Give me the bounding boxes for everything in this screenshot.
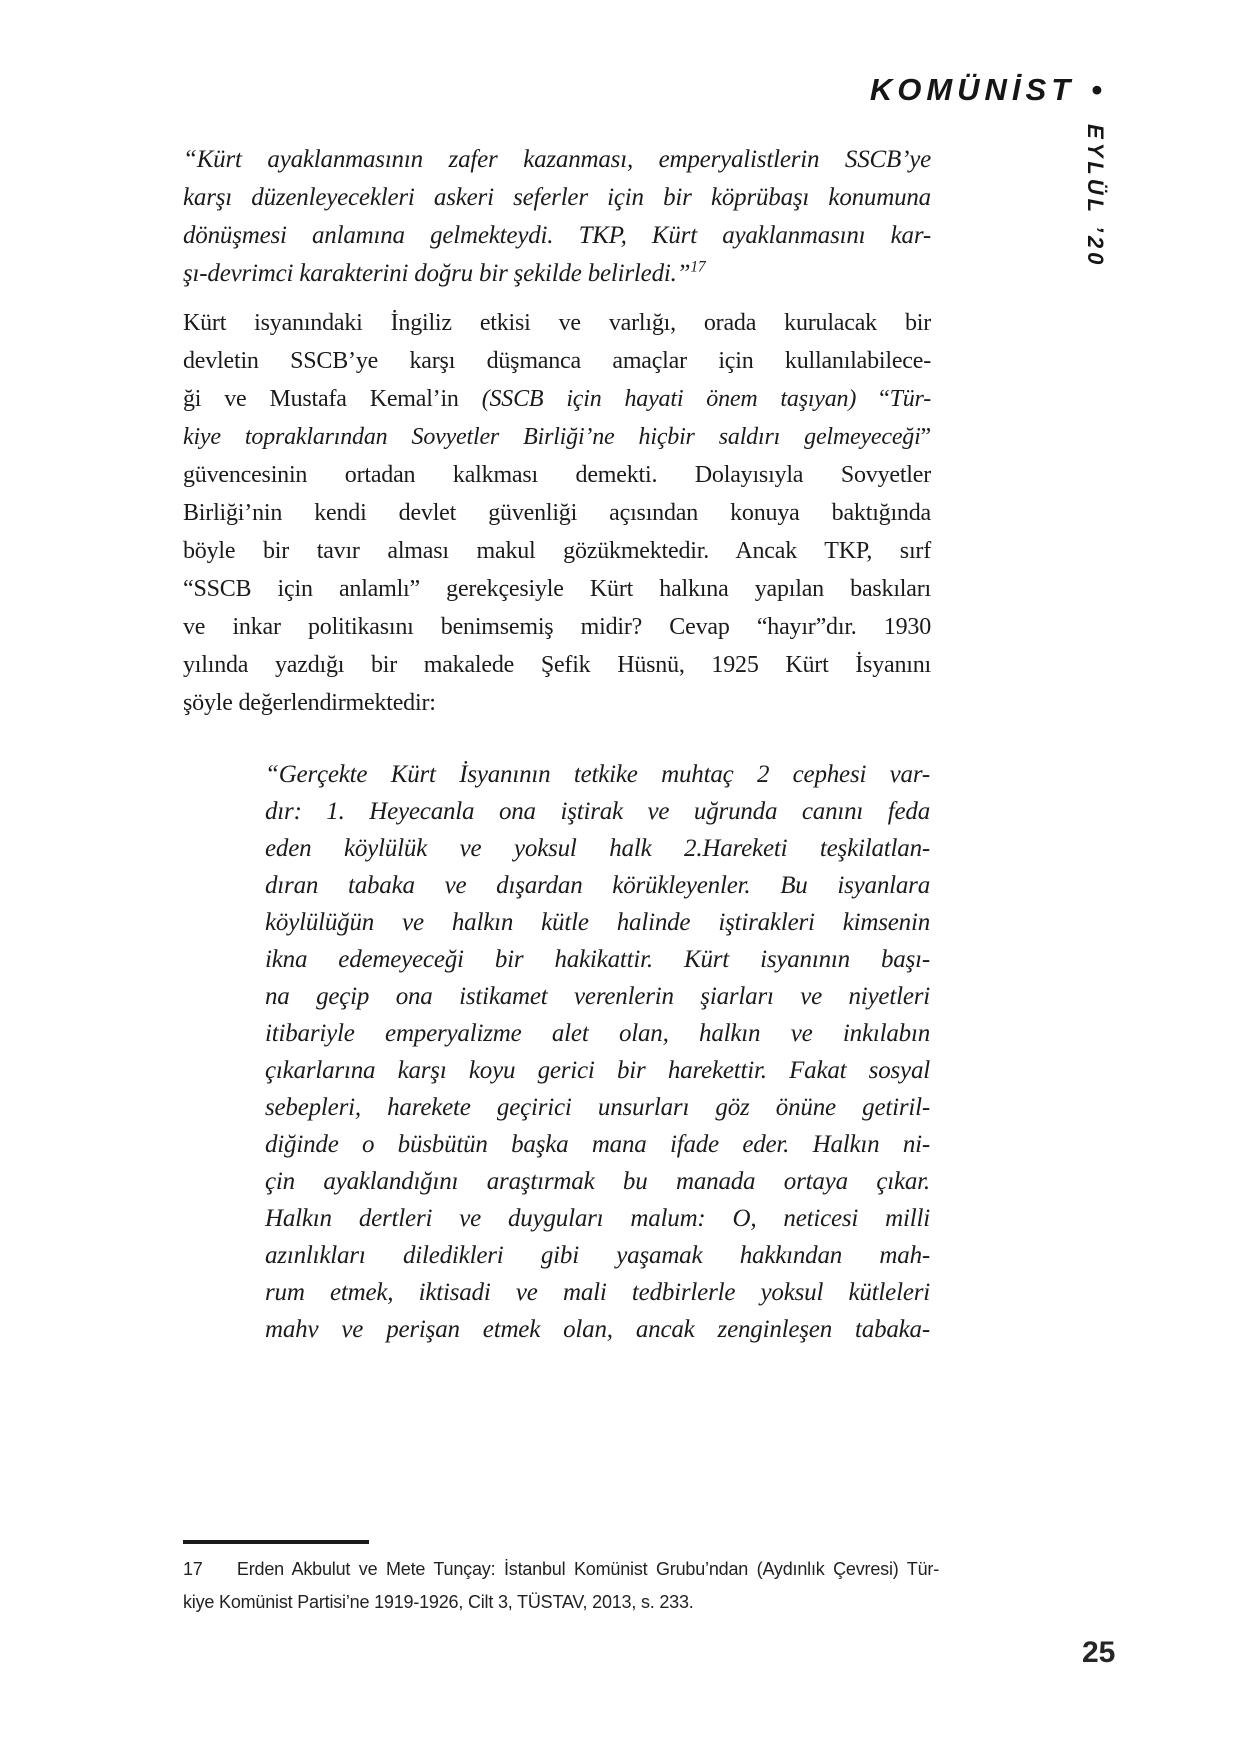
text-line: azınlıkları diledikleri gibi yaşamak hakkından mah- — [265, 1242, 930, 1269]
page-number: 25 — [1082, 1636, 1116, 1669]
magazine-title: KOMÜNİST — [869, 72, 1076, 107]
text-line: eden köylülük ve yoksul halk 2.Hareketi teşkilatlan- — [265, 835, 930, 862]
text-line: “Kürt ayaklanmasının zafer kazanması, emperyalistlerin SSCB’ye — [183, 146, 931, 173]
body-paragraph — [183, 304, 931, 722]
block-quote-paragraph — [265, 756, 930, 1348]
text-line: “Gerçekte Kürt İsyanının tetkike muhtaç 2 cephesi var- — [265, 761, 930, 788]
text-line: “SSCB için anlamlı” gerekçesiyle Kürt halkına yapılan baskıları — [183, 576, 931, 602]
text-line — [183, 255, 931, 293]
text-line: yılında yazdığı bir makalede Şefik Hüsnü, 1925 Kürt İsyanını — [183, 652, 931, 678]
text-line: ikna edemeyeceği bir hakikattir. Kürt isyanının başı- — [265, 946, 930, 973]
text-line: 17 Erden Akbulut ve Mete Tunçay: İstanbul Komünist Grubu’ndan (Aydınlık Çevresi) Tür- — [183, 1559, 939, 1579]
footnote-reference: 17 — [690, 258, 706, 276]
footnote — [183, 1553, 939, 1619]
footnote-divider — [183, 1540, 369, 1544]
text-segment: şı-devrimci karakterini doğru bir şekilde belirledi.” — [183, 260, 691, 287]
text-segment: (SSCB için hayati önem taşıyan) — [481, 386, 857, 412]
text-segment: kiye topraklarından Sovyetler Birliği’ne hiçbir saldırı gelmeyeceği — [183, 424, 921, 450]
text-line: çıkarlarına karşı koyu gerici bir harekettir. Fakat sosyal — [265, 1057, 930, 1084]
header-bullet-icon: • — [1091, 72, 1102, 107]
text-line: Halkın dertleri ve duyguları malum: O, neticesi milli — [265, 1205, 930, 1232]
text-line: sebepleri, harekete geçirici unsurları göz önüne getiril- — [265, 1094, 930, 1121]
issue-date-vertical: EYLÜL ’20 — [1083, 124, 1108, 269]
text-line: mahv ve perişan etmek olan, ancak zenginleşen tabaka- — [265, 1316, 930, 1343]
text-line: itibariyle emperyalizme alet olan, halkın ve inkılabın — [265, 1020, 930, 1047]
text-line: na geçip ona istikamet verenlerin şiarları ve niyetleri — [265, 983, 930, 1010]
text-line: devletin SSCB’ye karşı düşmanca amaçlar için kullanılabilece- — [183, 348, 931, 374]
text-line: çin ayaklandığını araştırmak bu manada ortaya çıkar. — [265, 1168, 930, 1195]
text-line — [183, 418, 931, 456]
text-line: böyle bir tavır alması makul gözükmektedir. Ancak TKP, sırf — [183, 538, 931, 564]
text-line: karşı düzenleyecekleri askeri seferler için bir köprübaşı konumuna — [183, 184, 931, 211]
text-line: kiye Komünist Partisi’ne 1919-1926, Cilt 3, TÜSTAV, 2013, s. 233. — [183, 1592, 694, 1612]
text-line: Kürt isyanındaki İngiliz etkisi ve varlığı, orada kurulacak bir — [183, 310, 931, 336]
text-line — [183, 380, 931, 418]
text-segment: Tür- — [889, 386, 931, 412]
text-line: dıran tabaka ve dışardan körükleyenler. Bu isyanlara — [265, 872, 930, 899]
text-line: köylülüğün ve halkın kütle halinde iştirakleri kimsenin — [265, 909, 930, 936]
text-segment: ” — [920, 424, 931, 450]
intro-quote-paragraph — [183, 141, 931, 293]
text-line: ve inkar politikasını benimsemiş midir? Cevap “hayır”dır. 1930 — [183, 614, 931, 640]
text-segment: “ — [856, 386, 890, 412]
text-line: güvencesinin ortadan kalkması demekti. Dolayısıyla Sovyetler — [183, 462, 931, 488]
page-header — [0, 72, 1102, 108]
text-segment: ği ve Mustafa Kemal’in — [183, 386, 482, 412]
text-line: dır: 1. Heyecanla ona iştirak ve uğrunda canını feda — [265, 798, 930, 825]
text-line: dönüşmesi anlamına gelmekteydi. TKP, Kürt ayaklanmasını kar- — [183, 222, 931, 249]
text-line: şöyle değerlendirmektedir: — [183, 690, 436, 716]
text-line: Birliği’nin kendi devlet güvenliği açısından konuya baktığında — [183, 500, 931, 526]
text-line: diğinde o büsbütün başka mana ifade eder. Halkın ni- — [265, 1131, 930, 1158]
text-line: rum etmek, iktisadi ve mali tedbirlerle yoksul kütleleri — [265, 1279, 930, 1306]
